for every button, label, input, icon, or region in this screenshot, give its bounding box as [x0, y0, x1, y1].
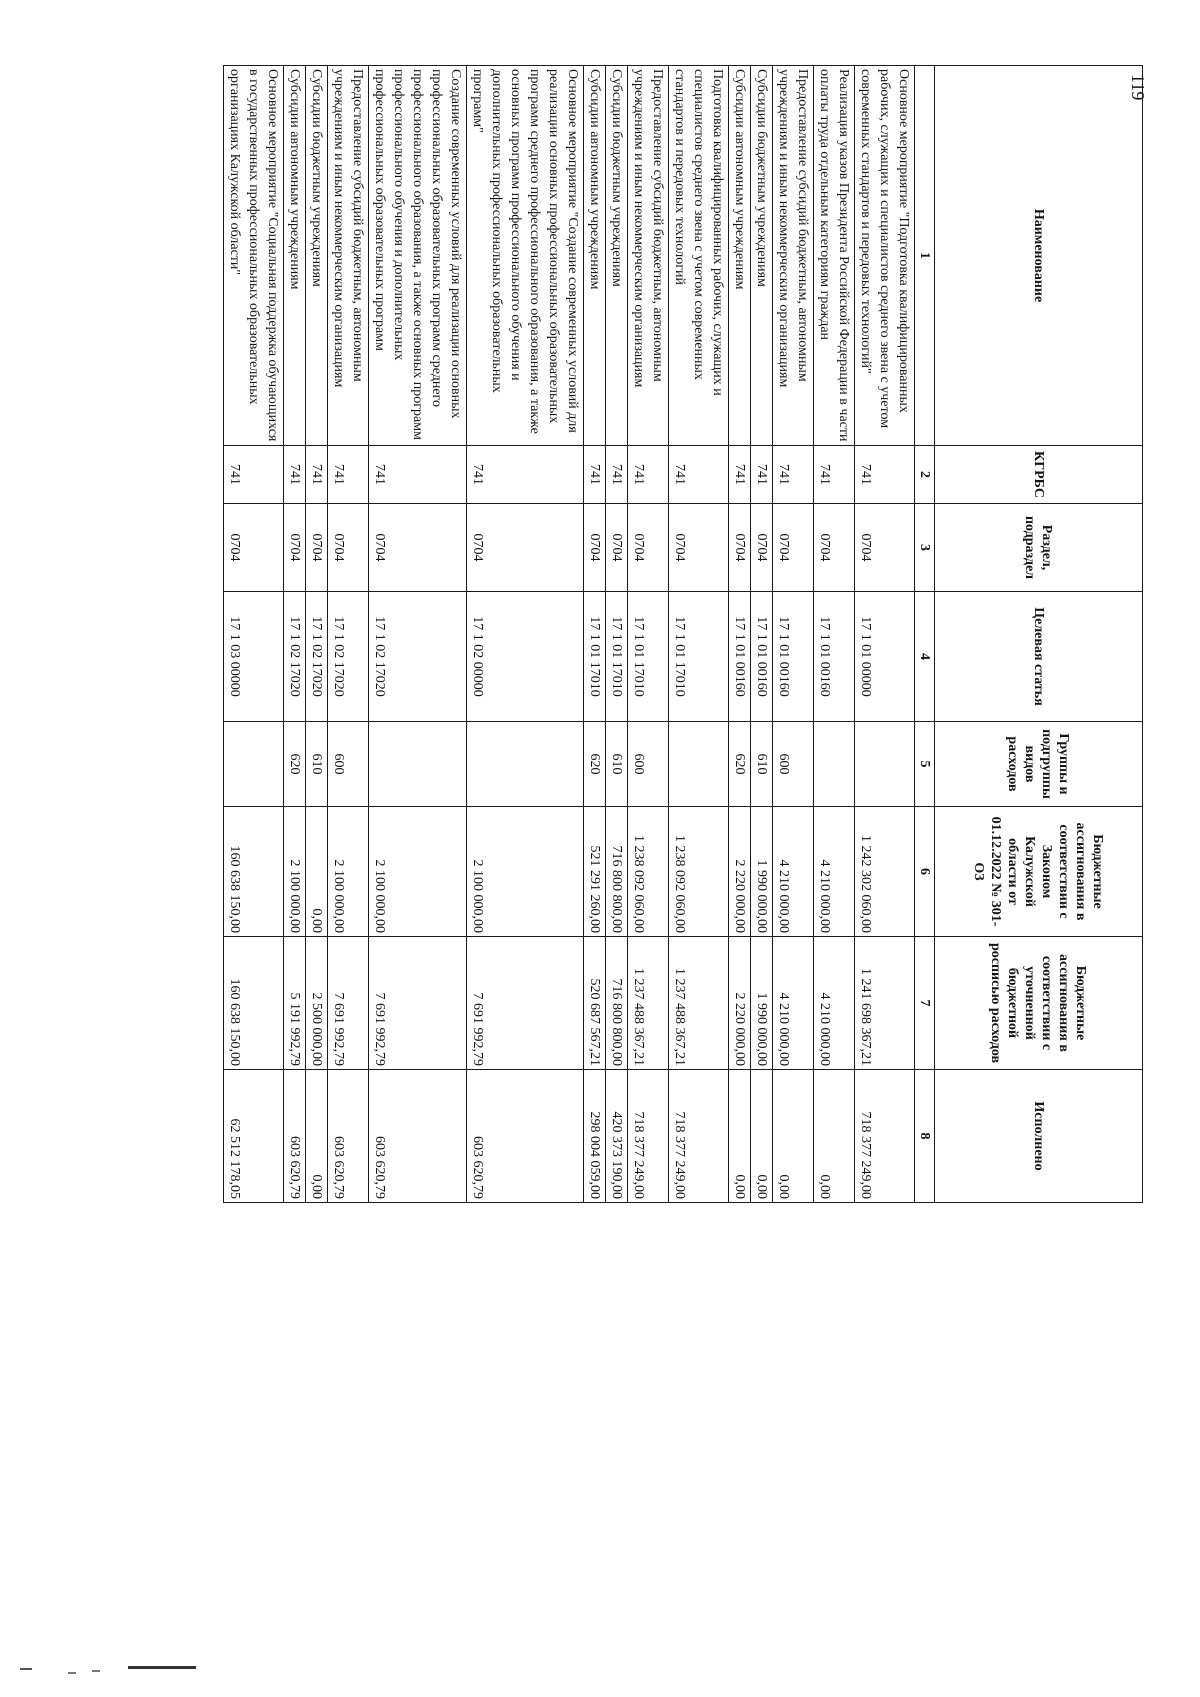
row-refined: 1 990 000,00 — [751, 937, 773, 1070]
row-law: 1 238 092 060,00 — [669, 807, 729, 937]
column-number: 2 — [915, 446, 935, 504]
column-number-row — [915, 66, 935, 1203]
column-number: 1 — [915, 66, 935, 446]
row-executed: 603 620,79 — [328, 1070, 369, 1203]
row-refined: 7 691 992,79 — [467, 937, 584, 1070]
row-section: 0704 — [306, 504, 328, 592]
row-refined: 160 638 150,00 — [224, 937, 284, 1070]
row-group: 600 — [628, 722, 669, 807]
row-target: 17 1 01 17010 — [584, 592, 606, 722]
row-name: Субсидии бюджетным учреждениям — [606, 66, 628, 446]
row-name: Субсидии автономным учреждениям — [729, 66, 751, 446]
table-row — [584, 66, 606, 1203]
row-target: 17 1 01 17010 — [628, 592, 669, 722]
row-kgrbs: 741 — [284, 446, 306, 504]
row-name: Субсидии бюджетным учреждениям — [306, 66, 328, 446]
row-law: 2 100 000,00 — [369, 807, 467, 937]
row-target: 17 1 01 00160 — [751, 592, 773, 722]
column-number: 7 — [915, 937, 935, 1070]
column-number: 6 — [915, 807, 935, 937]
row-target: 17 1 01 17010 — [606, 592, 628, 722]
row-refined: 5 191 992,79 — [284, 937, 306, 1070]
row-target: 17 1 01 00000 — [855, 592, 915, 722]
row-refined: 716 800 800,00 — [606, 937, 628, 1070]
row-refined: 7 691 992,79 — [328, 937, 369, 1070]
table-row — [669, 66, 729, 1203]
row-executed: 718 377 249,00 — [855, 1070, 915, 1203]
row-section: 0704 — [328, 504, 369, 592]
column-number: 8 — [915, 1070, 935, 1203]
scan-mark — [128, 1666, 196, 1669]
row-group — [855, 722, 915, 807]
row-group: 620 — [284, 722, 306, 807]
row-name: Основное мероприятие "Подготовка квалифицированных рабочих, служащих и специалистов среднего звена с учетом современных стандартов и передовых технологий" — [855, 66, 915, 446]
header-target: Целевая статья — [935, 592, 1143, 722]
row-executed: 0,00 — [729, 1070, 751, 1203]
row-law: 2 100 000,00 — [328, 807, 369, 937]
row-section: 0704 — [855, 504, 915, 592]
column-number: 5 — [915, 722, 935, 807]
row-section: 0704 — [669, 504, 729, 592]
row-group: 610 — [751, 722, 773, 807]
table-row — [306, 66, 328, 1203]
row-refined: 7 691 992,79 — [369, 937, 467, 1070]
row-group: 600 — [328, 722, 369, 807]
row-kgrbs: 741 — [224, 446, 284, 504]
table-row — [606, 66, 628, 1203]
row-section: 0704 — [814, 504, 855, 592]
row-kgrbs: 741 — [306, 446, 328, 504]
table-row — [729, 66, 751, 1203]
scan-mark — [68, 1672, 76, 1674]
row-section: 0704 — [729, 504, 751, 592]
row-name: Подготовка квалифицированных рабочих, служащих и специалистов среднего звена с учетом современных стандартов и передовых технологий — [669, 66, 729, 446]
scan-mark — [92, 1670, 100, 1672]
row-refined: 2 500 000,00 — [306, 937, 328, 1070]
header-name: Наименование — [935, 66, 1143, 446]
row-kgrbs: 741 — [584, 446, 606, 504]
row-executed: 603 620,79 — [284, 1070, 306, 1203]
column-number: 3 — [915, 504, 935, 592]
row-target: 17 1 03 00000 — [224, 592, 284, 722]
row-kgrbs: 741 — [669, 446, 729, 504]
budget-table — [223, 65, 1143, 1203]
row-law: 2 100 000,00 — [467, 807, 584, 937]
column-number: 4 — [915, 592, 935, 722]
row-target: 17 1 01 00160 — [773, 592, 814, 722]
row-group: 620 — [729, 722, 751, 807]
row-target: 17 1 02 17020 — [328, 592, 369, 722]
header-groups: Группы и подгруппы видов расходов — [935, 722, 1143, 807]
header-row — [935, 66, 1143, 1203]
row-section: 0704 — [606, 504, 628, 592]
header-executed: Исполнено — [935, 1070, 1143, 1203]
row-refined: 1 237 488 367,21 — [628, 937, 669, 1070]
row-target: 17 1 01 00160 — [729, 592, 751, 722]
table-row — [328, 66, 369, 1203]
row-group: 610 — [306, 722, 328, 807]
row-executed: 298 004 059,00 — [584, 1070, 606, 1203]
row-name: Создание современных условий для реализации основных профессиональных образовательных программ среднего профессионального образования, а также основных программ профессионального обучения и дополнительных профессиональных образовательных программ — [369, 66, 467, 446]
row-executed: 62 512 178,05 — [224, 1070, 284, 1203]
row-name: Реализация указов Президента Российской Федерации в части оплаты труда отдельным категориям граждан — [814, 66, 855, 446]
table-row — [224, 66, 284, 1203]
row-name: Основное мероприятие "Создание современных условий для реализации основных профессиональных образовательных программ среднего профессионального образования, а также основных программ профессионального обучения и дополнительных профессиональных образовательных программ" — [467, 66, 584, 446]
row-refined: 4 210 000,00 — [773, 937, 814, 1070]
row-executed: 0,00 — [751, 1070, 773, 1203]
row-section: 0704 — [284, 504, 306, 592]
row-section: 0704 — [467, 504, 584, 592]
row-section: 0704 — [584, 504, 606, 592]
row-target: 17 1 01 17010 — [669, 592, 729, 722]
row-refined: 4 210 000,00 — [814, 937, 855, 1070]
row-section: 0704 — [773, 504, 814, 592]
row-kgrbs: 741 — [729, 446, 751, 504]
table-row — [369, 66, 467, 1203]
row-target: 17 1 02 17020 — [369, 592, 467, 722]
header-kgrbs: КГРБС — [935, 446, 1143, 504]
row-target: 17 1 02 17020 — [306, 592, 328, 722]
row-target: 17 1 01 00160 — [814, 592, 855, 722]
row-kgrbs: 741 — [369, 446, 467, 504]
row-group — [814, 722, 855, 807]
row-law: 2 220 000,00 — [729, 807, 751, 937]
row-executed: 718 377 249,00 — [669, 1070, 729, 1203]
row-executed: 420 373 190,00 — [606, 1070, 628, 1203]
row-executed: 603 620,79 — [369, 1070, 467, 1203]
page-number: 119 — [1128, 74, 1148, 101]
table-row — [751, 66, 773, 1203]
row-name: Субсидии автономным учреждениям — [584, 66, 606, 446]
row-law: 1 242 302 060,00 — [855, 807, 915, 937]
row-kgrbs: 741 — [773, 446, 814, 504]
row-law: 1 238 092 060,00 — [628, 807, 669, 937]
row-group: 610 — [606, 722, 628, 807]
row-kgrbs: 741 — [467, 446, 584, 504]
row-executed: 0,00 — [814, 1070, 855, 1203]
scan-mark — [20, 1668, 32, 1670]
row-group — [467, 722, 584, 807]
row-law: 1 990 000,00 — [751, 807, 773, 937]
row-group — [369, 722, 467, 807]
row-law: 4 210 000,00 — [814, 807, 855, 937]
row-kgrbs: 741 — [606, 446, 628, 504]
row-name: Основное мероприятие "Социальная поддержка обучающихся в государственных профессиональных образовательных организациях Калужской области" — [224, 66, 284, 446]
row-law: 716 800 800,00 — [606, 807, 628, 937]
row-group — [669, 722, 729, 807]
row-section: 0704 — [628, 504, 669, 592]
row-law: 521 291 260,00 — [584, 807, 606, 937]
row-kgrbs: 741 — [751, 446, 773, 504]
row-section: 0704 — [369, 504, 467, 592]
header-section: Раздел, подраздел — [935, 504, 1143, 592]
table-row — [773, 66, 814, 1203]
header-refined: Бюджетные ассигнования в соответствии с уточненной бюджетной росписью расходов — [935, 937, 1143, 1070]
row-kgrbs: 741 — [328, 446, 369, 504]
row-executed: 718 377 249,00 — [628, 1070, 669, 1203]
table-row — [814, 66, 855, 1203]
row-section: 0704 — [751, 504, 773, 592]
table-row — [628, 66, 669, 1203]
row-group: 620 — [584, 722, 606, 807]
header-law: Бюджетные ассигнования в соответствии с Законом Калужской области от 01.12.2022 № 301-ОЗ — [935, 807, 1143, 937]
row-executed: 0,00 — [306, 1070, 328, 1203]
row-refined: 1 237 488 367,21 — [669, 937, 729, 1070]
row-target: 17 1 02 17020 — [284, 592, 306, 722]
row-group — [224, 722, 284, 807]
row-name: Субсидии бюджетным учреждениям — [751, 66, 773, 446]
row-law: 2 100 000,00 — [284, 807, 306, 937]
row-group: 600 — [773, 722, 814, 807]
table-row — [467, 66, 584, 1203]
row-section: 0704 — [224, 504, 284, 592]
row-kgrbs: 741 — [814, 446, 855, 504]
row-name: Предоставление субсидий бюджетным, автономным учреждениям и иным некоммерческим организациям — [328, 66, 369, 446]
row-law: 160 638 150,00 — [224, 807, 284, 937]
row-refined: 1 241 698 367,21 — [855, 937, 915, 1070]
row-law: 4 210 000,00 — [773, 807, 814, 937]
row-name: Предоставление субсидий бюджетным, автономным учреждениям и иным некоммерческим организациям — [773, 66, 814, 446]
row-refined: 520 687 567,21 — [584, 937, 606, 1070]
row-law: 0,00 — [306, 807, 328, 937]
row-name: Предоставление субсидий бюджетным, автономным учреждениям и иным некоммерческим организациям — [628, 66, 669, 446]
row-target: 17 1 02 00000 — [467, 592, 584, 722]
row-kgrbs: 741 — [628, 446, 669, 504]
table-row — [284, 66, 306, 1203]
row-name: Субсидии автономным учреждениям — [284, 66, 306, 446]
row-executed: 603 620,79 — [467, 1070, 584, 1203]
rotated-page — [130, 65, 1143, 1202]
row-refined: 2 220 000,00 — [729, 937, 751, 1070]
row-executed: 0,00 — [773, 1070, 814, 1203]
table-row — [855, 66, 915, 1203]
row-kgrbs: 741 — [855, 446, 915, 504]
